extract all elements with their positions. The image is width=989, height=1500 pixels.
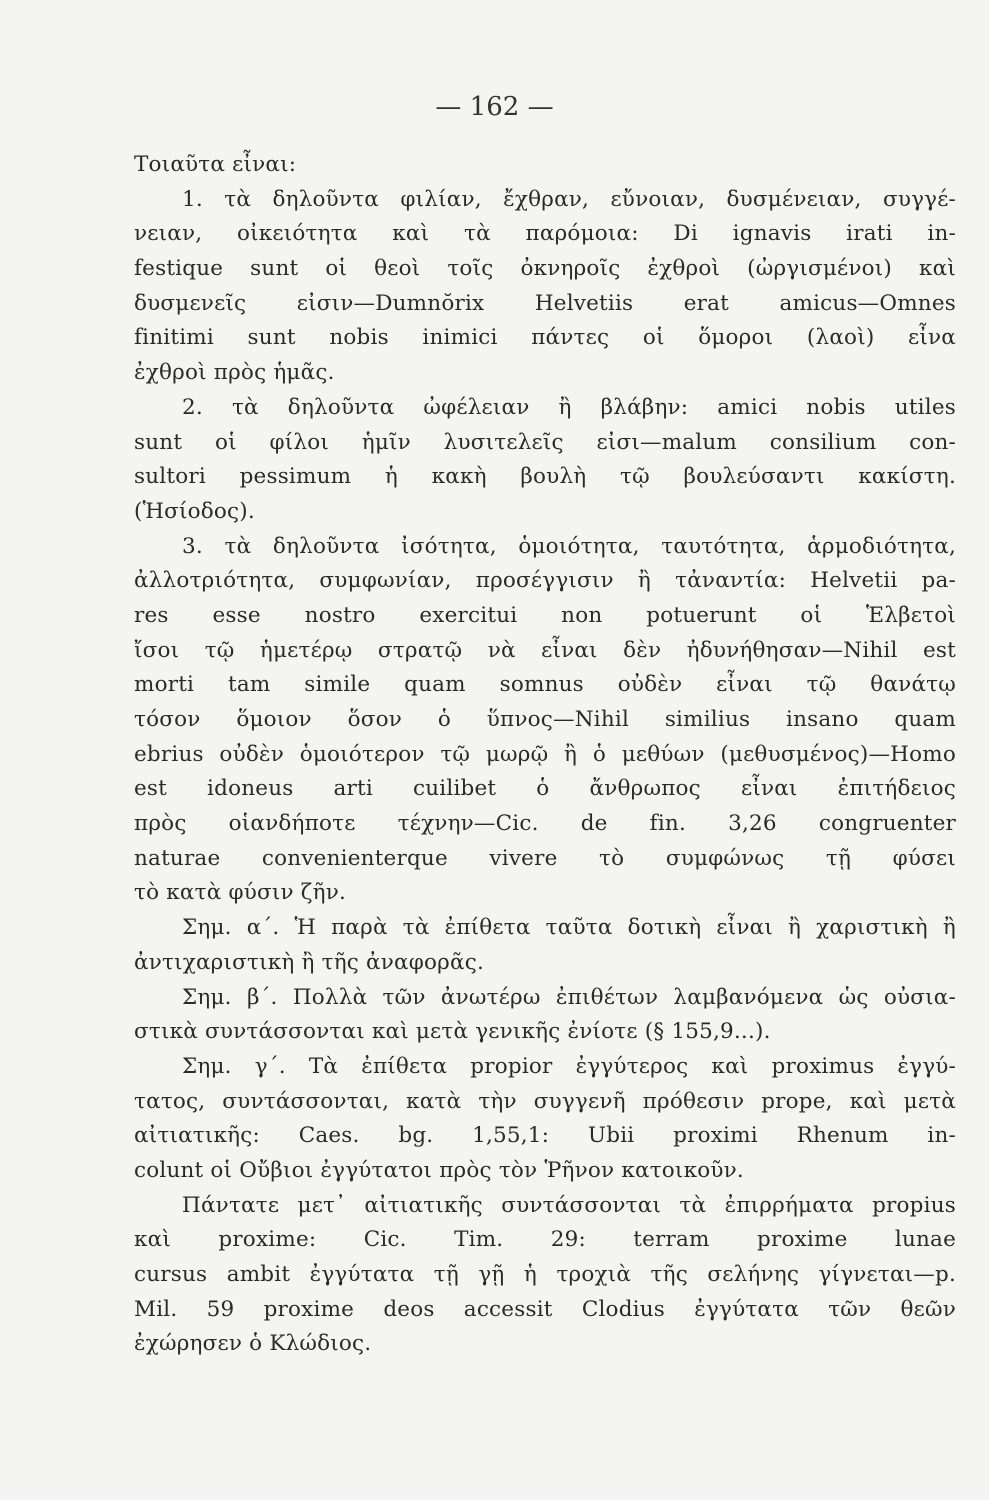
page-body	[134, 148, 956, 1362]
text-line: naturae convenienterque vivere τὸ συμφώνως τῇ φύσει	[134, 845, 956, 871]
text-line: ἐχώρησεν ὁ Κλώδιος.	[134, 1331, 372, 1357]
note-line: Σημ. β΄. Πολλὰ τῶν ἀνωτέρω ἐπιθέτων λαμβανόμενα ὡς οὐσια-	[182, 984, 956, 1010]
text-line: (Ἡσίοδος).	[134, 498, 255, 524]
text-line: τόσον ὅμοιον ὅσον ὁ ὕπνος—Nihil similius insano quam	[134, 707, 956, 732]
note-line: στικὰ συντάσσονται καὶ μετὰ γενικῆς ἐνίοτε (§ 155,9...).	[134, 1019, 771, 1045]
note-line: τατος, συντάσσονται, κατὰ τὴν συγγενῆ πρόθεσιν prope, καὶ μετὰ	[134, 1088, 956, 1114]
text-line: sultori pessimum ἡ κακὴ βουλὴ τῷ βουλεύσαντι κακίστη.	[134, 464, 956, 490]
text-line: est idoneus arti cuilibet ὁ ἄνθρωπος εἶναι ἐπιτήδειος	[134, 776, 956, 802]
text-line: 3. τὰ δηλοῦντα ἰσότητα, ὁμοιότητα, ταυτότητα, ἁρμοδιότητα,	[182, 533, 956, 559]
text-line: finitimi sunt nobis inimici πάντες οἱ ὅμοροι (λαοὶ) εἶνα	[134, 325, 956, 351]
note-line: colunt οἱ Οὔβιοι ἐγγύτατοι πρὸς τὸν Ῥῆνον κατοικοῦν.	[134, 1157, 744, 1183]
text-line: ἀλλοτριότητα, συμφωνίαν, προσέγγισιν ἢ τἀναντία: Helvetii pa-	[134, 568, 956, 594]
text-line: δυσμενεῖς εἰσιν—Dumnŏrix Helvetiis erat amicus—Omnes	[134, 290, 956, 316]
text-line: ἴσοι τῷ ἡμετέρῳ στρατῷ νὰ εἶναι δὲν ἠδυνήθησαν—Nihil est	[134, 637, 956, 663]
text-line: 2. τὰ δηλοῦντα ὠφέλειαν ἢ βλάβην: amici nobis utiles	[182, 394, 956, 420]
text-line: festique sunt οἱ θεοὶ τοῖς ὀκνηροῖς ἐχθροὶ (ὠργισμένοι) καὶ	[134, 256, 956, 282]
text-line: ebrius οὐδὲν ὁμοιότερον τῷ μωρῷ ἢ ὁ μεθύων (μεθυσμένος)—Homo	[134, 741, 956, 767]
text-line: sunt οἱ φίλοι ἡμῖν λυσιτελεῖς εἰσι—malum consilium con-	[134, 429, 956, 455]
page-number: — 162 —	[435, 92, 554, 122]
text-line: τὸ κατὰ φύσιν ζῆν.	[134, 880, 347, 906]
note-line: Σημ. α΄. Ἡ παρὰ τὰ ἐπίθετα ταῦτα δοτικὴ εἶναι ἢ χαριστικὴ ἢ	[182, 915, 956, 941]
text-line: καὶ proxime: Cic. Tim. 29: terram proxime lunae	[134, 1227, 956, 1253]
note-line: Σημ. γ΄. Τὰ ἐπίθετα propior ἐγγύτερος καὶ proximus ἐγγύ-	[182, 1053, 956, 1079]
text-line: Πάντατε μετ᾽ αἰτιατικῆς συντάσσονται τὰ ἐπιρρήματα propius	[182, 1192, 956, 1218]
text-line: cursus ambit ἐγγύτατα τῇ γῇ ἡ τροχιὰ τῆς σελήνης γίγνεται—p.	[134, 1262, 956, 1287]
text-line: 1. τὰ δηλοῦντα φιλίαν, ἔχθραν, εὔνοιαν, δυσμένειαν, συγγέ-	[182, 186, 956, 212]
text-line: νειαν, οἰκειότητα καὶ τὰ παρόμοια: Di ignavis irati in-	[134, 221, 956, 247]
note-line: αἰτιατικῆς: Caes. bg. 1,55,1: Ubii proximi Rhenum in-	[134, 1123, 956, 1149]
text-line: morti tam simile quam somnus οὐδὲν εἶναι τῷ θανάτῳ	[134, 672, 956, 698]
note-line: ἀντιχαριστικὴ ἢ τῆς ἀναφορᾶς.	[134, 949, 484, 975]
text-line: Τοιαῦτα εἶναι:	[134, 152, 297, 177]
text-line: Mil. 59 proxime deos accessit Clodius ἐγγύτατα τῶν θεῶν	[134, 1296, 956, 1322]
text-line: ἐχθροὶ πρὸς ἡμᾶς.	[134, 360, 335, 386]
text-line: res esse nostro exercitui non potuerunt οἱ Ἑλβετοὶ	[134, 602, 956, 628]
text-line: πρὸς οἱανδήποτε τέχνην—Cic. de fin. 3,26 congruenter	[134, 811, 956, 837]
